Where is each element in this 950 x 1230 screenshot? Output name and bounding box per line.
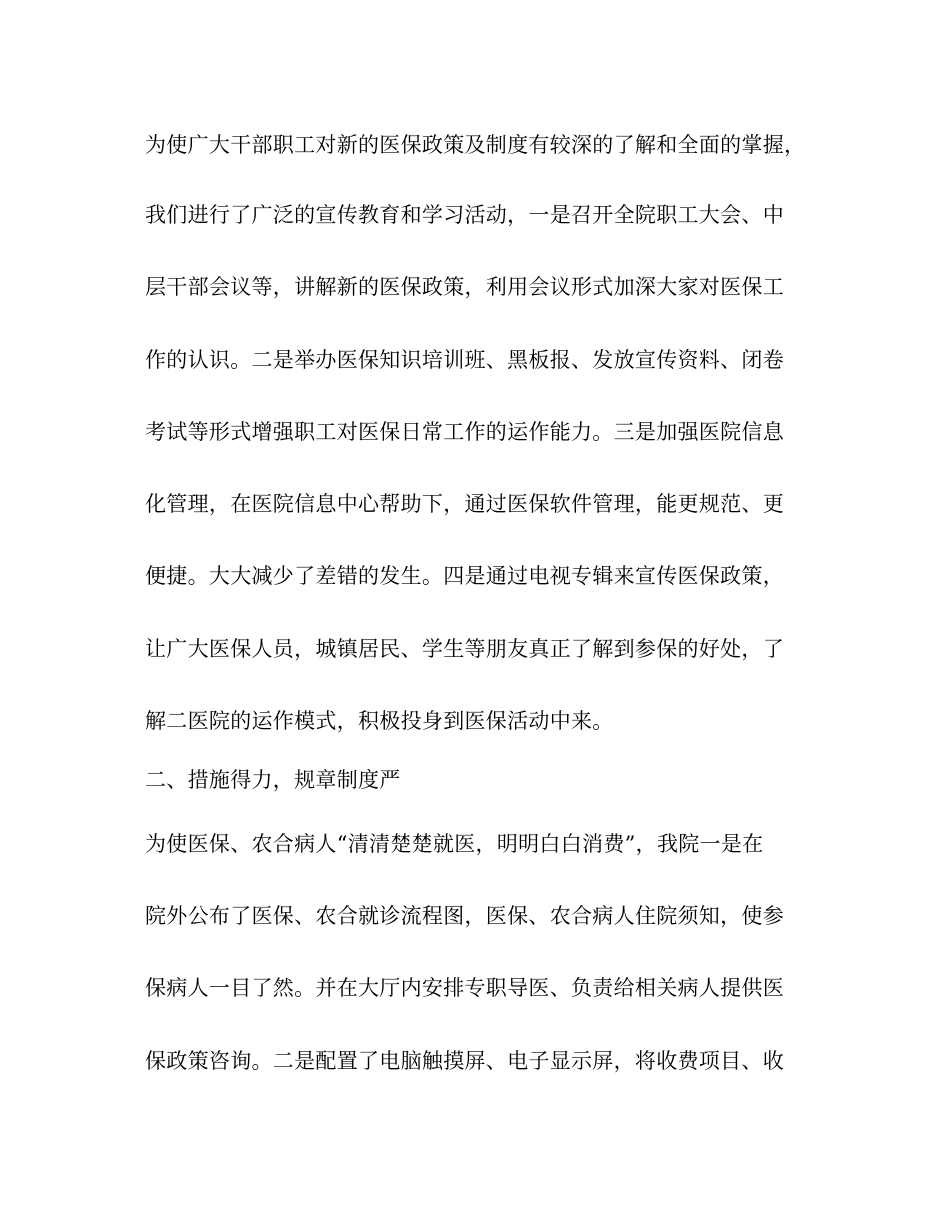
- paragraph-1-line-2: 我们进行了广泛的宣传教育和学习活动，一是召开全院职工大会、中: [145, 203, 784, 227]
- paragraph-1-line-3: 层干部会议等，讲解新的医保政策，利用会议形式加深大家对医保工: [145, 275, 784, 299]
- paragraph-2-line-2: 院外公布了医保、农合就诊流程图，医保、农合病人住院须知，使参: [145, 904, 784, 928]
- paragraph-1-line-7: 便捷。大大减少了差错的发生。四是通过电视专辑来宣传医保政策，: [145, 564, 784, 588]
- paragraph-1-line-6: 化管理，在医院信息中心帮助下，通过医保软件管理，能更规范、更: [145, 492, 784, 516]
- paragraph-2-line-4: 保政策咨询。二是配置了电脑触摸屏、电子显示屏，将收费项目、收: [145, 1049, 784, 1073]
- paragraph-2-line-3: 保病人一目了然。并在大厅内安排专职导医、负责给相关病人提供医: [145, 976, 784, 1000]
- paragraph-1-line-8: 让广大医保人员，城镇居民、学生等朋友真正了解到参保的好处，了: [145, 637, 784, 661]
- paragraph-1-line-9: 解二医院的运作模式，积极投身到医保活动中来。: [145, 709, 614, 733]
- paragraph-1-line-1: 为使广大干部职工对新的医保政策及制度有较深的了解和全面的掌握，: [145, 133, 806, 157]
- section-heading-2: 二、措施得力，规章制度严: [145, 768, 401, 792]
- paragraph-1-line-5: 考试等形式增强职工对医保日常工作的运作能力。三是加强医院信息: [145, 420, 784, 444]
- paragraph-2-line-1: 为使医保、农合病人“清清楚楚就医，明明白白消费”，我院一是在: [145, 832, 764, 856]
- paragraph-1-line-4: 作的认识。二是举办医保知识培训班、黑板报、发放宣传资料、闭卷: [145, 348, 784, 372]
